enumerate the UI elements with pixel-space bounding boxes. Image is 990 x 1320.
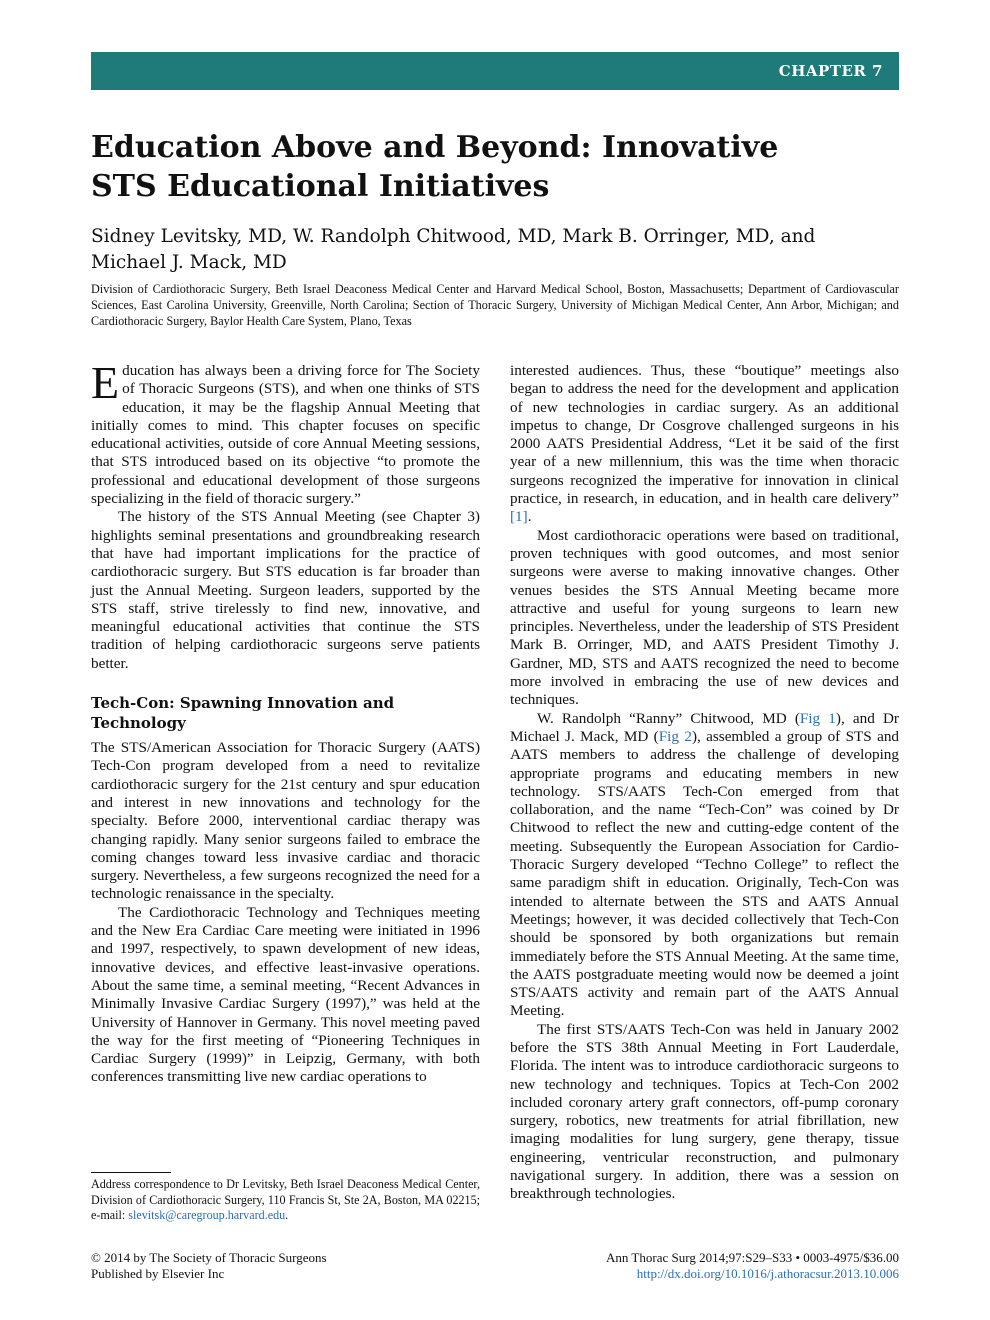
author-list — [91, 224, 891, 276]
drop-cap: E — [91, 357, 120, 408]
paragraph — [510, 710, 899, 1021]
footnote-text: Address correspondence to Dr Levitsky, Beth Israel Deaconess Medical Center, Division of Cardiothoracic Surgery, 110 Francis St, Ste 2A, Boston, MA 02215; e-mail: — [91, 1177, 480, 1222]
right-column — [510, 362, 899, 1204]
section-heading: Tech-Con: Spawning Innovation and Technology — [91, 694, 395, 733]
paragraph: The Cardiothoracic Technology and Techniques meeting and the New Era Cardiac Care meeting were initiated in 1996 and 1997, respectively, to spawn development of new ideas, innovative devices, and effective least-invasive operations. About the same time, a seminal meeting, “Recent Advances in Minimally Invasive Cardiac Surgery (1997),” was held at the University of Hannover in Germany. This novel meeting paved the way for the first meeting of “Pioneering Techniques in Cardiac Surgery (1999)” in Leipzig, Germany, with both conferences transmitting live new cardiac operations to — [91, 903, 480, 1086]
paragraph: Most cardiothoracic operations were based on traditional, proven techniques with good outcomes, and most senior surgeons were averse to making innovative changes. Other venues besides the STS Annual Meeting became more attractive and useful for young surgeons to learn new principles. Nevertheless, under the leadership of STS President Mark B. Orringer, MD, and AATS President Timothy J. Gardner, MD, STS and AATS recognized the need to become more involved in embracing the use of new devices and techniques. — [510, 526, 899, 709]
chapter-banner — [91, 52, 899, 90]
footer-copyright — [91, 1250, 327, 1282]
article-title — [91, 128, 851, 206]
paragraph-text: ), assembled a group of STS and AATS members to address the challenge of developing appropriate programs and educating members in new technology. STS/AATS Tech-Con emerged from that collaboration, and the name “Tech-Con” was coined by Dr Chitwood to reflect the new and cutting-edge content of the meeting. Subsequently the European Association for Cardio-Thoracic Surgery developed “Techno College” to reflect the same paradigm shift in education. Originally, Tech-Con was intended to alternate between the STS and AATS Annual Meetings; however, it was decided collectively that Tech-Con should be sponsored by both organizations but remain immediately before the STS Annual Meeting. At the same time, the AATS postgraduate meeting would now be deemed a joint STS/AATS activity and remain part of the AATS Annual Meeting. — [510, 727, 900, 1020]
correspondence-footnote: Address correspondence to Dr Levitsky, Beth Israel Deaconess Medical Center, Division of Cardiothoracic Surgery, 110 Francis St, Ste 2A, Boston, MA 02215; e-mail: slevitsk@caregroup.harvard.edu. — [91, 1177, 480, 1222]
paragraph-text: W. Randolph “Ranny” Chitwood, MD ( — [537, 709, 800, 727]
citation-line: Ann Thorac Surg 2014;97:S29–S33 • 0003-4975/$36.00 — [606, 1250, 899, 1265]
paragraph: The history of the STS Annual Meeting (see Chapter 3) highlights seminal presentations and groundbreaking research that have had important implications for the practice of cardiothoracic surgery. But STS education is far broader than just the Annual Meeting. Surgeon leaders, supported by the STS staff, strive tirelessly to find new, innovative, and meaningful educational activities that continue the STS tradition of helping cardiothoracic surgeons serve patients better. — [91, 508, 480, 672]
authors-line-2: Michael J. Mack, MD — [91, 252, 287, 273]
paragraph — [91, 357, 480, 508]
title-line-1: Education Above and Beyond: Innovative — [91, 130, 779, 165]
paragraph: interested audiences. Thus, these “boutique” meetings also began to address the need for the development and application of new technologies in cardiac surgery. As an additional impetus to change, Dr Cosgrove challenged surgeons in his 2000 AATS Presidential Address, “Let it be said of the first year of a new millennium, this was the time when thoracic surgeons recognized the imperative for innovation in clinical practice, in research, in education, and in health care delivery” [1]. — [510, 362, 899, 526]
doi-link[interactable]: http://dx.doi.org/10.1016/j.athoracsur.2013.10.006 — [636, 1266, 899, 1281]
intro-text: ducation has always been a driving force for The Society of Thoracic Surgeons (STS), and when one thinks of STS education, it may be the flagship Annual Meeting that initially comes to mind. This chapter focuses on specific educational activities, outside of core Annual Meeting sessions, that STS introduced based on its objective “to promote the professional and educational development of those surgeons specializing in the field of thoracic surgery.” — [91, 362, 480, 508]
reference-link[interactable]: [1] — [510, 508, 528, 526]
authors-line-1: Sidney Levitsky, MD, W. Randolph Chitwood, MD, Mark B. Orringer, MD, and — [91, 226, 816, 247]
paragraph: The first STS/AATS Tech-Con was held in January 2002 before the STS 38th Annual Meeting in Fort Lauderdale, Florida. The intent was to introduce cardiothoracic surgeons to new technology and techniques. Topics at Tech-Con 2002 included coronary artery graft connectors, off-pump coronary surgery, robotics, new treatments for atrial fibrillation, new imaging modalities for lung surgery, gene therapy, tissue engineering, ventricular reconstruction, and pulmonary navigational surgery. In addition, there was a session on breakthrough technologies. — [510, 1020, 899, 1203]
figure-2-link[interactable]: Fig 2 — [658, 727, 692, 745]
footnote-divider — [91, 1172, 171, 1173]
title-line-2: STS Educational Initiatives — [91, 169, 550, 204]
paragraph: The STS/American Association for Thoracic Surgery (AATS) Tech-Con program developed from a need to revitalize cardiothoracic surgery for the 21st century and spur education and interest in new innovations and technology for the specialty. Before 2000, interventional cardiac therapy was changing rapidly. Many senior surgeons failed to embrace the coming changes toward less invasive cardiac and thoracic surgery. Nevertheless, a few surgeons recognized the need for a technologic renaissance in the specialty. — [91, 739, 480, 903]
email-link[interactable]: slevitsk@caregroup.harvard.edu — [128, 1208, 286, 1222]
paragraph-text: ), and Dr Michael J. Mack, MD ( — [510, 709, 899, 745]
chapter-label: CHAPTER 7 — [778, 62, 883, 80]
publisher-line: Published by Elsevier Inc — [91, 1266, 225, 1281]
copyright-line: © 2014 by The Society of Thoracic Surgeons — [91, 1250, 327, 1265]
affiliations: Division of Cardiothoracic Surgery, Beth Israel Deaconess Medical Center and Harvard Medical School, Boston, Massachusetts; Department of Cardiovascular Sciences, East Carolina University, Greenville, North Carolina; Section of Thoracic Surgery, University of Michigan Medical Center, Ann Arbor, Michigan; and Cardiothoracic Surgery, Baylor Health Care System, Plano, Texas — [91, 282, 899, 328]
left-column — [91, 357, 480, 1087]
paragraph-text: interested audiences. Thus, these “boutique” meetings also began to address the need for the development and application of new technologies in cardiac surgery. As an additional impetus to change, Dr Cosgrove challenged surgeons in his 2000 AATS Presidential Address, “Let it be said of the first year of a new millennium, this was the time when thoracic surgeons recognized the imperative for innovation in clinical practice, in research, in education, and in health care delivery” — [510, 362, 899, 508]
figure-1-link[interactable]: Fig 1 — [799, 709, 836, 727]
footer-citation — [606, 1250, 899, 1282]
